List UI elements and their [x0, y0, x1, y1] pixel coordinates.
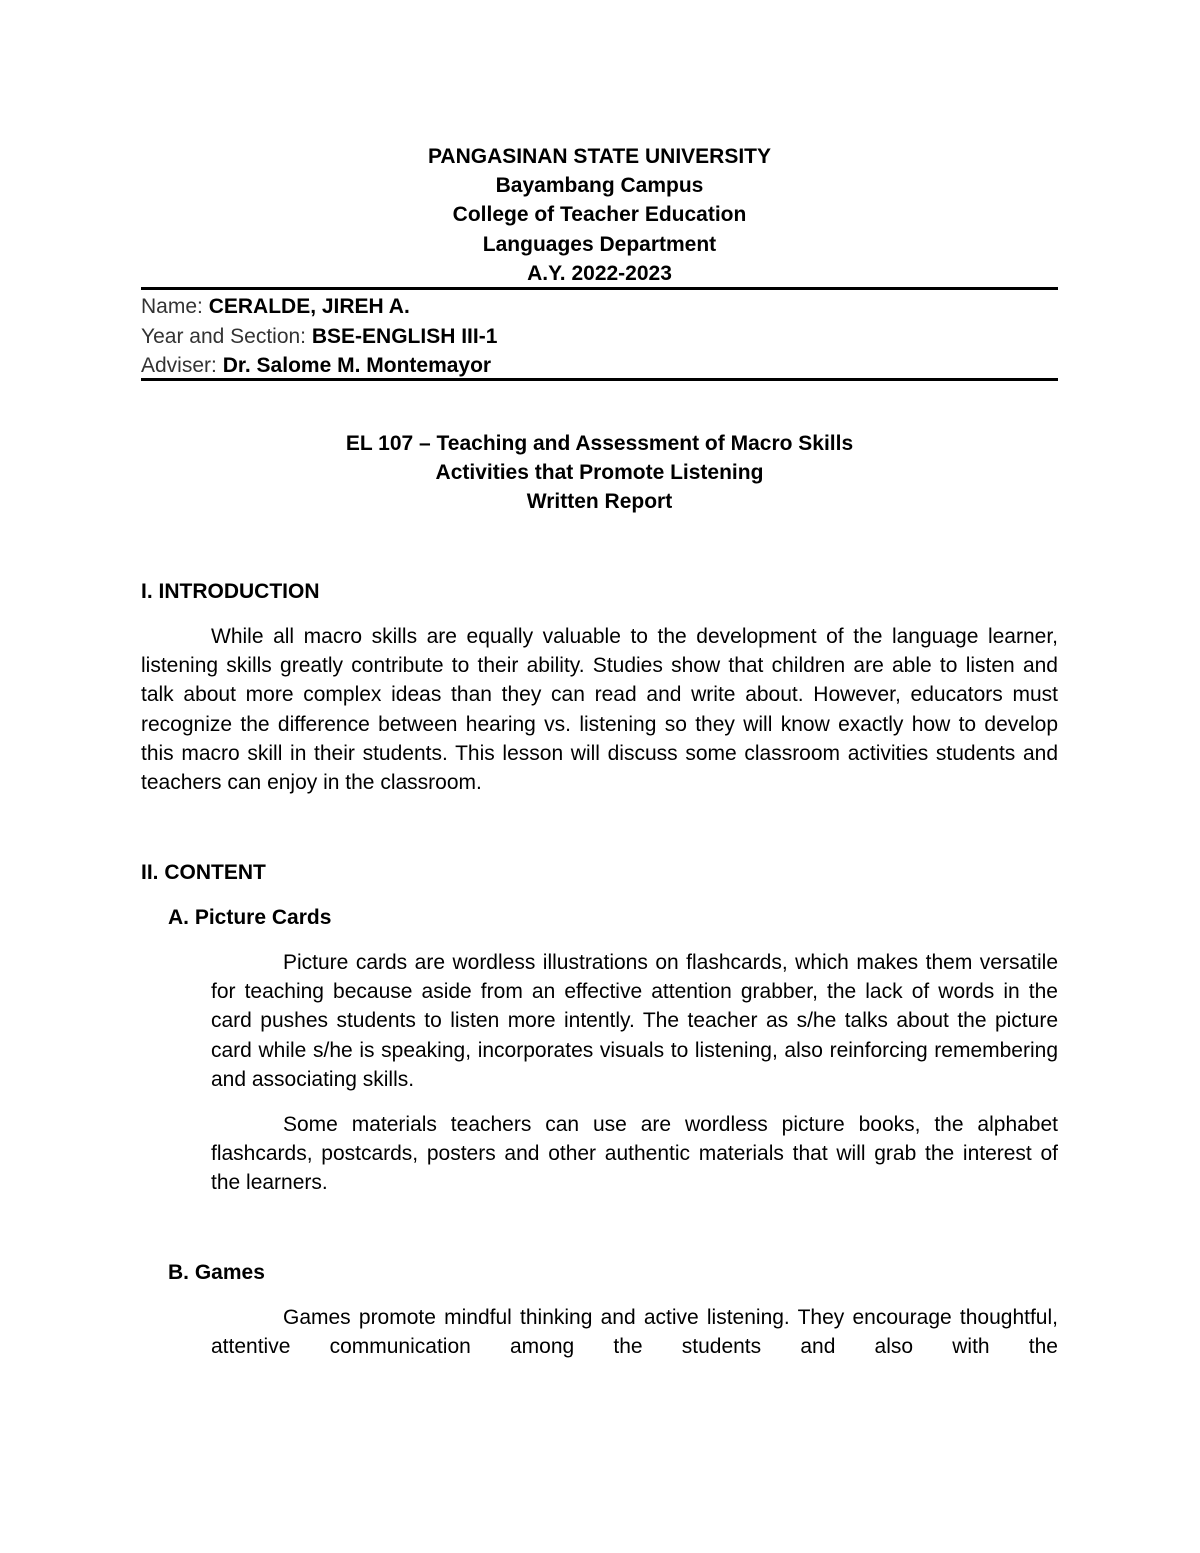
adviser-label: Adviser:	[141, 354, 217, 377]
academic-year: A.Y. 2022-2023	[527, 261, 672, 285]
course-title: EL 107 – Teaching and Assessment of Macro Skills	[345, 432, 854, 455]
section-value: BSE-ENGLISH III-1	[311, 324, 498, 348]
name-label: Name:	[141, 295, 203, 318]
name-value: CERALDE, JIREH A.	[208, 295, 410, 318]
document-page	[141, 0, 1058, 1553]
games-paragraph-1: Games promote mindful thinking and active listening. They encourage thoughtful, attentive communication among the students and also with the	[211, 1306, 1058, 1359]
document-header	[141, 142, 1058, 288]
picture-cards-paragraph-1: Picture cards are wordless illustrations on flashcards, which makes them versatile for teaching because aside from an effective attention grabber, the lack of words in the card pushes students to listen more intently. The teacher as s/he talks about the picture card while s/he is speaking, incorporates visuals to listening, also reinforcing remembering and associating skills.	[211, 951, 1058, 1091]
bottom-divider	[141, 378, 1058, 381]
section-label: Year and Section:	[141, 324, 307, 348]
campus-name: Bayambang Campus	[495, 174, 704, 198]
picture-cards-heading: A. Picture Cards	[168, 906, 332, 929]
adviser-value: Dr. Salome M. Montemayor	[222, 354, 492, 377]
report-type: Written Report	[526, 490, 673, 514]
name-row	[141, 292, 1058, 322]
department-name: Languages Department	[482, 232, 717, 256]
content-heading: II. CONTENT	[141, 861, 266, 884]
adviser-row	[141, 351, 1058, 381]
university-name: PANGASINAN STATE UNIVERSITY	[427, 145, 772, 168]
student-info	[141, 292, 1058, 381]
section-row	[141, 322, 1058, 352]
picture-cards-paragraph-2: Some materials teachers can use are wordless picture books, the alphabet flashcards, postcards, posters and other authentic materials that will grab the interest of the learners.	[211, 1113, 1058, 1195]
games-heading: B. Games	[168, 1261, 265, 1284]
top-divider	[141, 287, 1058, 290]
college-name: College of Teacher Education	[452, 203, 747, 227]
course-topic: Activities that Promote Listening	[435, 461, 764, 485]
introduction-paragraph: While all macro skills are equally valuable to the development of the language learner, listening skills greatly contribute to their ability. Studies show that children are able to listen and talk about more complex ideas than they can read and write about. However, educators must recognize the difference between hearing vs. listening so they will know exactly how to develop this macro skill in their students. This lesson will discuss some classroom activities students and teachers can enjoy in the classroom.	[141, 625, 1058, 795]
course-title-block	[141, 429, 1058, 517]
introduction-heading: I. INTRODUCTION	[141, 580, 320, 603]
